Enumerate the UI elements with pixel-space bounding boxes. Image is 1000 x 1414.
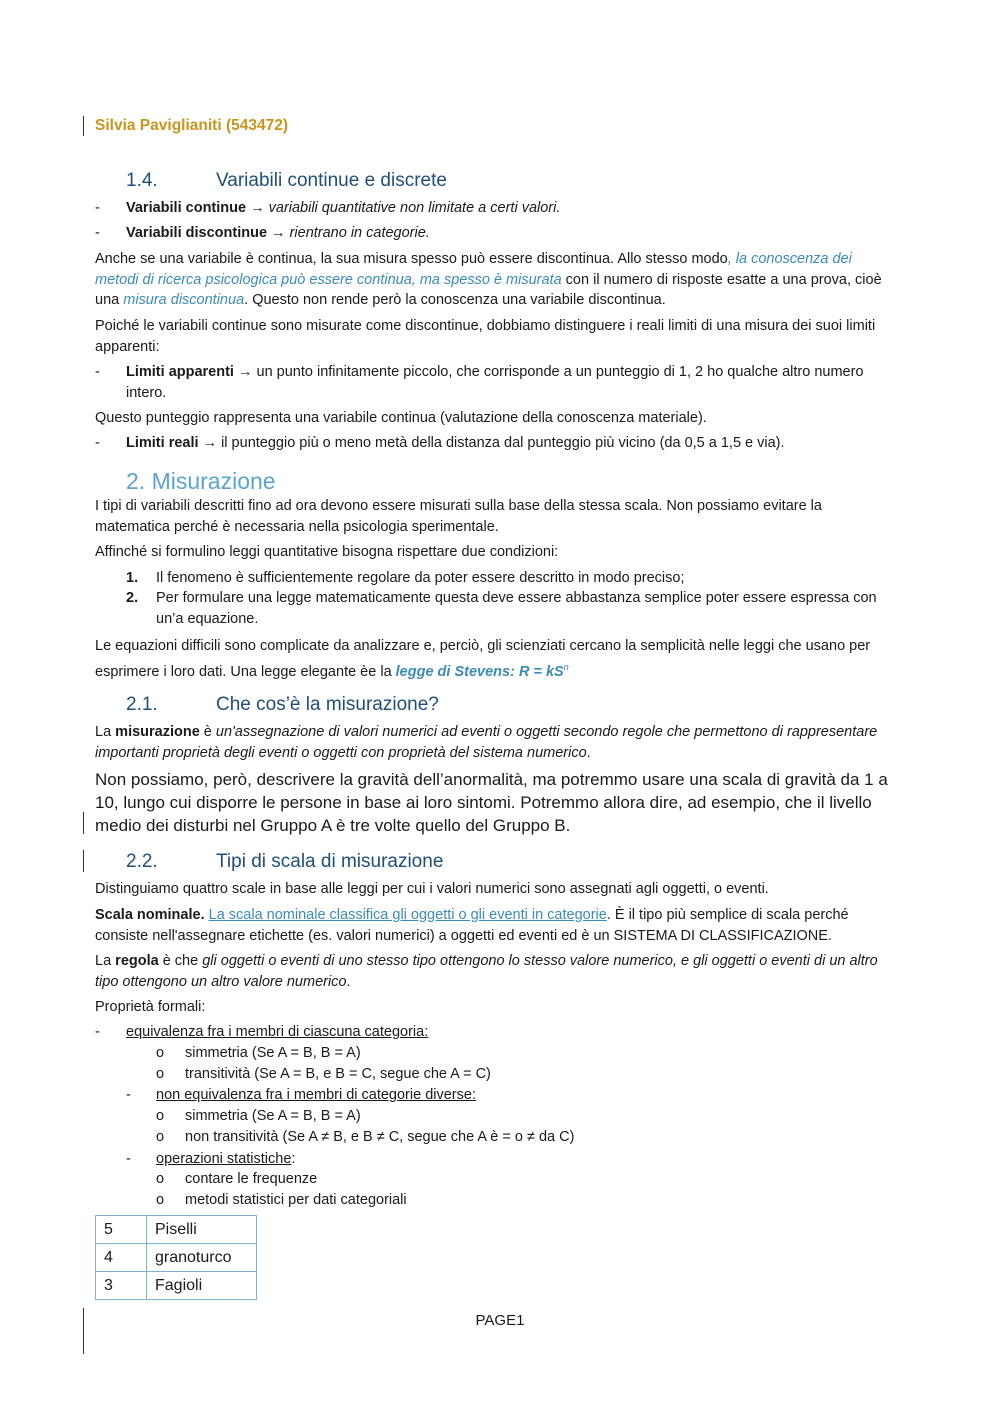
table-cell-label: granoturco — [147, 1244, 257, 1272]
list-item: Limiti reali → il punteggio più o meno metà della distanza dal punteggio più vicino (da 0,5 a 1,5 e via). — [126, 435, 785, 451]
highlighted-text: misura discontinua — [123, 292, 245, 308]
table-cell-label: Fagioli — [147, 1272, 257, 1300]
list-dash: - — [95, 200, 100, 216]
section-number: 2.2. — [126, 851, 158, 872]
list-item: equivalenza fra i membri di ciascuna categoria: — [126, 1024, 429, 1040]
list-dash: - — [95, 1024, 100, 1040]
term: Limiti reali — [126, 435, 199, 451]
paragraph: Anche se una variabile è continua, la sua misura spesso può essere discontinua. Allo stesso modo, la conoscenza dei metodi di ricerca psicologica può essere continua, ma spesso è misurata con il numero di risposte esatte a una prova, cioè una misura discontinua. Questo non rende però la conoscenza una variabile discontinua. — [95, 251, 882, 308]
paragraph: La misurazione è un'assegnazione di valori numerici ad eventi o oggetti secondo regole che permettono di rappresentare importanti proprietà degli eventi o oggetti con proprietà del sistema numerico. — [95, 724, 878, 761]
sub-list-item: simmetria (Se A = B, B = A) — [185, 1045, 361, 1061]
section-title: Variabili continue e discrete — [216, 170, 447, 191]
exponent: n — [563, 661, 569, 672]
list-item: Limiti apparenti → un punto infinitamente piccolo, che corrisponde a un punteggio di 1, 2 ho qualche altro numero intero. — [126, 364, 864, 401]
table-cell-number: 5 — [96, 1216, 147, 1244]
definition: rientrano in categorie. — [289, 225, 430, 241]
definition: variabili quantitative non limitate a certi valori. — [268, 200, 561, 216]
section-heading-1-4 — [126, 170, 447, 192]
revision-mark — [83, 812, 84, 834]
list-dash: - — [126, 1151, 131, 1167]
list-item — [126, 223, 876, 244]
sub-list-item: metodi statistici per dati categoriali — [185, 1192, 407, 1208]
bullet-o: o — [156, 1171, 165, 1187]
list-dash: - — [95, 435, 100, 451]
term: Limiti apparenti — [126, 364, 234, 380]
arrow: → — [246, 200, 269, 216]
page-footer: PAGE1 — [475, 1312, 525, 1329]
list-item: operazioni statistiche: — [156, 1151, 296, 1167]
table-row — [96, 1216, 257, 1244]
numbered-item: Il fenomeno è sufficientemente regolare da poter essere descritto in modo preciso; — [156, 570, 685, 586]
paragraph: Affinché si formulino leggi quantitative bisogna rispettare due condizioni: — [95, 544, 559, 560]
table-row — [96, 1244, 257, 1272]
sub-list-item: non transitività (Se A ≠ B, e B ≠ C, segue che A è = o ≠ da C) — [185, 1129, 575, 1145]
list-dash: - — [95, 364, 100, 380]
underlined-link-text[interactable]: La scala nominale classifica gli oggetti o gli eventi in categorie — [208, 907, 607, 923]
list-dash: - — [126, 1087, 131, 1103]
section-number: 1.4. — [126, 170, 158, 191]
section-heading-2-1 — [126, 694, 439, 716]
revision-mark — [83, 850, 84, 872]
paragraph: Poiché le variabili continue sono misurate come discontinue, dobbiamo distinguere i reali limiti di una misura dei suoi limiti apparenti: — [95, 318, 876, 355]
author-header: Silvia Paviglianiti (543472) — [95, 117, 288, 134]
chapter-heading: 2. Misurazione — [126, 468, 276, 494]
section-title: Che cos’è la misurazione? — [216, 694, 439, 715]
bullet-o: o — [156, 1066, 165, 1082]
bullet-o: o — [156, 1045, 165, 1061]
bullet-o: o — [156, 1108, 165, 1124]
list-item — [126, 198, 876, 219]
revision-mark — [83, 116, 84, 136]
paragraph: I tipi di variabili descritti fino ad ora devono essere misurati sulla base della stessa scala. Non possiamo evitare la matematica perché è necessaria nella psicologia sperimentale. — [95, 498, 822, 535]
stevens-law: legge di Stevens: R = kS — [395, 663, 564, 680]
sub-list-item: simmetria (Se A = B, B = A) — [185, 1108, 361, 1124]
section-heading-2-2 — [126, 851, 443, 873]
list-number: 2. — [126, 590, 139, 606]
paragraph: La regola è che gli oggetti o eventi di uno stesso tipo ottengono lo stesso valore numerico, e gli oggetti o eventi di un altro tipo ottengono un altro valore numerico. — [95, 953, 878, 990]
sub-list-item: contare le frequenze — [185, 1171, 318, 1187]
table-row — [96, 1272, 257, 1300]
list-item: non equivalenza fra i membri di categorie diverse: — [156, 1087, 476, 1103]
sub-list-item: transitività (Se A = B, e B = C, segue che A = C) — [185, 1066, 491, 1082]
list-dash: - — [95, 225, 100, 241]
bullet-o: o — [156, 1192, 165, 1208]
table-cell-label: Piselli — [147, 1216, 257, 1244]
list-number: 1. — [126, 570, 139, 586]
numbered-item: Per formulare una legge matematicamente questa deve essere abbastanza semplice poter essere espressa con un’a equazione. — [156, 590, 877, 627]
table-cell-number: 4 — [96, 1244, 147, 1272]
paragraph: Distinguiamo quattro scale in base alle leggi per cui i valori numerici sono assegnati agli oggetti, o eventi. — [95, 881, 769, 897]
highlighted-text: , la conoscenza dei metodi di ricerca psicologica può essere continua, ma spesso è misurata — [95, 251, 852, 288]
paragraph: Questo punteggio rappresenta una variabile continua (valutazione della conoscenza materiale). — [95, 410, 707, 426]
section-title: Tipi di scala di misurazione — [216, 851, 444, 872]
category-table — [95, 1215, 257, 1300]
term: Variabili discontinue — [126, 225, 268, 241]
arrow: → — [267, 225, 290, 241]
bullet-o: o — [156, 1129, 165, 1145]
paragraph: Scala nominale. La scala nominale classifica gli oggetti o gli eventi in categorie. È il tipo più semplice di scala perché consiste nell'assegnare etichette (es. valori numerici) a oggetti ed eventi ed è un SISTEMA DI CLASSIFICAZIONE. — [95, 907, 849, 944]
table-cell-number: 3 — [96, 1272, 147, 1300]
section-number: 2.1. — [126, 694, 158, 715]
paragraph-large: Non possiamo, però, descrivere la gravità dell’anormalità, ma potremmo usare una scala di gravità da 1 a 10, lungo cui disporre le persone in base ai loro sintomi. Potremmo allora dire, ad esempio, che il livello medio dei disturbi nel Gruppo A è tre volte quello del Gruppo B. — [95, 770, 888, 835]
paragraph: Le equazioni difficili sono complicate da analizzare e, perciò, gli scienziati cercano la semplicità nelle leggi che usano per esprimere i loro dati. Una legge elegante èe la legge di Stevens: $R = kS^n$ — [95, 638, 871, 680]
term: Variabili continue — [126, 200, 247, 216]
paragraph: Proprietà formali: — [95, 999, 206, 1015]
